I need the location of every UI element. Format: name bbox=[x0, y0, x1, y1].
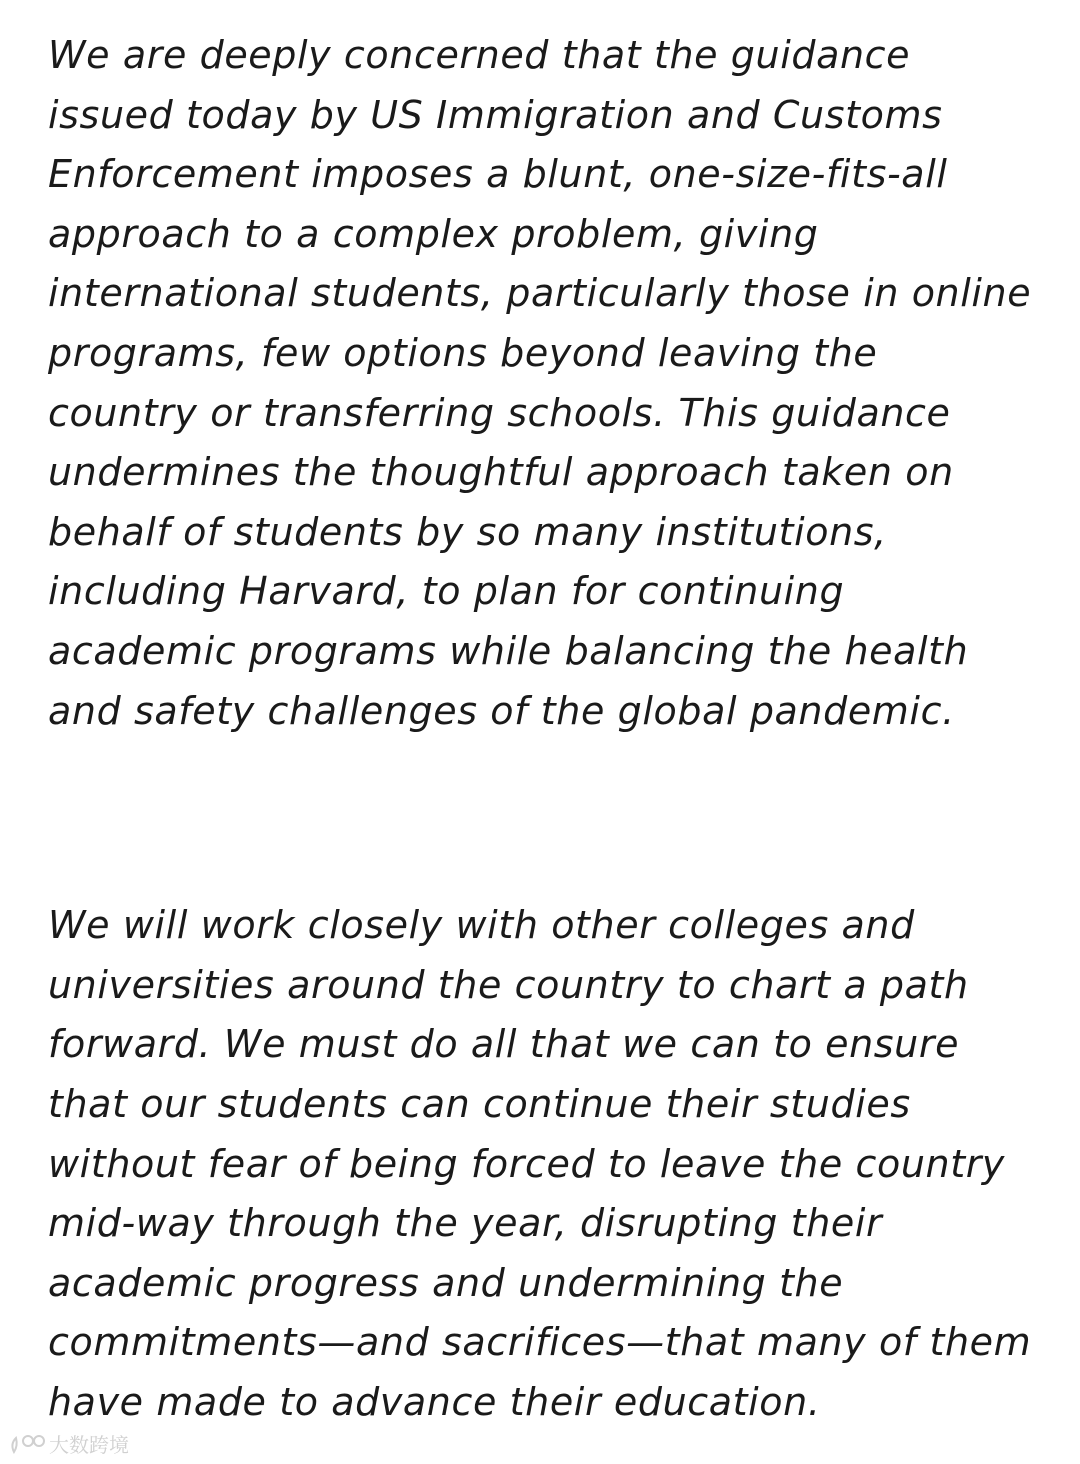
text-line: and safety challenges of the global pandemic. bbox=[48, 688, 955, 733]
watermark-text: 大数跨境 bbox=[49, 1433, 129, 1457]
text-line: issued today by US Immigration and Customs bbox=[48, 92, 943, 137]
text-line: behalf of students by so many institutions, bbox=[48, 509, 887, 554]
logo-icon bbox=[8, 1432, 46, 1456]
text-line: country or transferring schools. This guidance bbox=[48, 390, 951, 435]
text-line: that our students can continue their studies bbox=[48, 1081, 911, 1126]
text-line: academic programs while balancing the health bbox=[48, 628, 969, 673]
paragraph-2 bbox=[48, 896, 1076, 1432]
text-line: including Harvard, to plan for continuing bbox=[48, 569, 845, 614]
text-line: We will work closely with other colleges and bbox=[48, 903, 915, 948]
text-line: have made to advance their education. bbox=[48, 1379, 821, 1424]
text-line: approach to a complex problem, giving bbox=[48, 211, 819, 256]
text-line: commitments—and sacrifices—that many of them bbox=[48, 1320, 1032, 1365]
text-line: without fear of being forced to leave the country bbox=[48, 1141, 1006, 1186]
text-line: undermines the thoughtful approach taken on bbox=[48, 450, 954, 495]
text-line: universities around the country to chart a path bbox=[48, 962, 969, 1007]
text-line: forward. We must do all that we can to ensure bbox=[48, 1022, 960, 1067]
watermark bbox=[8, 1429, 129, 1458]
text-line: mid-way through the year, disrupting their bbox=[48, 1201, 883, 1246]
text-line: academic progress and undermining the bbox=[48, 1260, 844, 1305]
text-line: We are deeply concerned that the guidance bbox=[48, 33, 911, 77]
text-line: Enforcement imposes a blunt, one-size-fits-all bbox=[48, 152, 948, 197]
paragraph-1 bbox=[48, 26, 1076, 741]
text-line: international students, particularly those in online bbox=[48, 271, 1032, 316]
article-body bbox=[48, 26, 1076, 1432]
text-line: programs, few options beyond leaving the bbox=[48, 330, 878, 375]
